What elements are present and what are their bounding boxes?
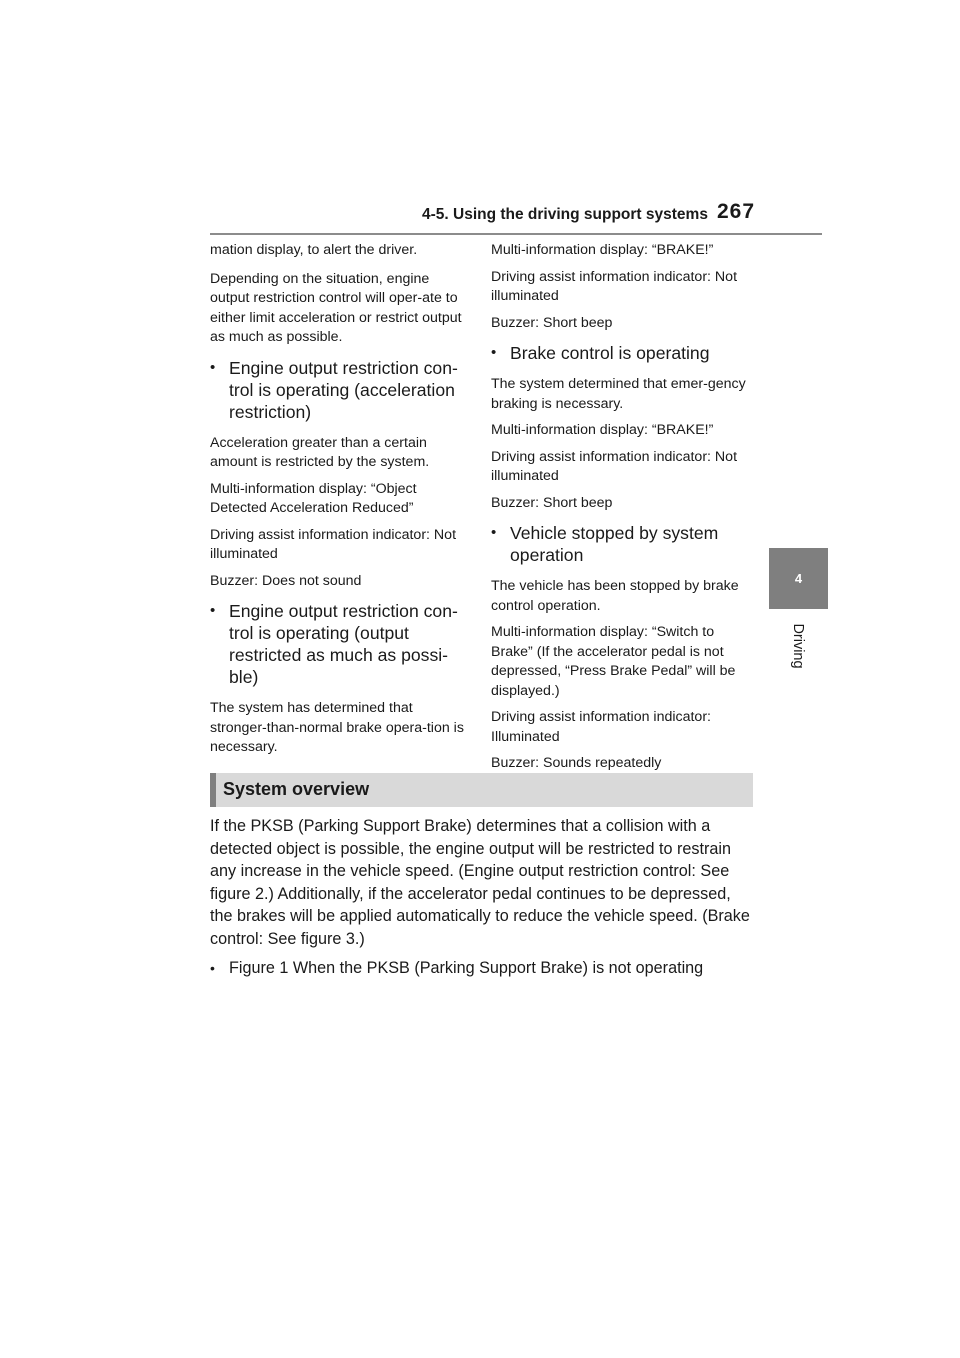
item-indicator-status: Driving assist information indicator: Not illuminated	[491, 448, 738, 484]
item-description: The vehicle has been stopped by brake control operation.	[491, 578, 739, 614]
figure-bullet	[210, 957, 755, 980]
section-heading-text: System overview	[223, 779, 370, 799]
bullet-icon: •	[491, 344, 497, 361]
item-buzzer-status: Buzzer: Short beep	[491, 314, 613, 331]
bullet-heading-text: Engine output restriction con-trol is operating (acceleration restriction)	[229, 357, 458, 422]
page-number: 267	[717, 200, 756, 223]
intro-paragraph: Depending on the situation, engine output restriction control will oper-ate to either limit acceleration or restrict output as much as possible.	[210, 270, 462, 345]
item-display-message: Multi-information display: “BRAKE!”	[491, 242, 714, 258]
bullet-heading-acceleration-restriction	[210, 357, 468, 423]
item-display-message: Multi-information display: “Object Detected Acceleration Reduced”	[210, 480, 417, 516]
item-buzzer-status: Buzzer: Does not sound	[210, 572, 362, 589]
chapter-tab[interactable]	[769, 548, 828, 609]
bullet-icon: •	[210, 960, 215, 976]
chapter-label: Driving	[790, 623, 806, 669]
item-buzzer-status: Buzzer: Sounds repeatedly	[491, 755, 662, 771]
bullet-heading-vehicle-stopped	[491, 522, 749, 566]
header-divider	[210, 233, 822, 235]
bullet-icon: •	[491, 524, 497, 541]
item-indicator-status: Driving assist information indicator: Not illuminated	[210, 526, 457, 562]
item-description: The system determined that emer-gency braking is necessary.	[491, 376, 746, 412]
figure-bullet-text: Figure 1 When the PKSB (Parking Support Brake) is not operating	[229, 959, 704, 977]
item-indicator-status: Driving assist information indicator: Not illuminated	[491, 268, 738, 304]
section-title: 4-5. Using the driving support systems	[422, 206, 708, 223]
bullet-heading-text: Engine output restriction con-trol is operating (output restricted as much as possi-ble)	[229, 601, 458, 687]
left-column	[210, 241, 468, 765]
bullet-heading-text: Vehicle stopped by system operation	[510, 523, 719, 565]
bullet-heading-text: Brake control is operating	[510, 343, 710, 363]
bullet-heading-brake-control	[491, 342, 749, 364]
bullet-icon: •	[210, 602, 216, 619]
right-column	[491, 241, 749, 781]
section-heading-system-overview	[210, 773, 753, 807]
item-indicator-status: Driving assist information indicator: Illuminated	[491, 709, 711, 745]
bullet-icon: •	[210, 358, 216, 376]
overview-paragraph: If the PKSB (Parking Support Brake) determines that a collision with a detected object is possible, the engine output will be restricted to restrain any increase in the vehicle speed. (Engine output restriction control: See figure 2.) Additionally, if the accelerator pedal continues to be depressed, the brakes will be applied automatically to reduce the vehicle speed. (Brake control: See figure 3.)	[210, 817, 750, 948]
item-description: The system has determined that stronger-than-normal brake opera-tion is necessary.	[210, 700, 464, 755]
item-buzzer-status: Buzzer: Short beep	[491, 494, 613, 511]
item-display-message: Multi-information display: “BRAKE!”	[491, 422, 714, 438]
system-overview-body	[210, 815, 755, 980]
item-description: Acceleration greater than a certain amount is restricted by the system.	[210, 434, 430, 470]
item-display-message: Multi-information display: “Switch to Brake” (If the accelerator pedal is not depressed, “Press Brake Pedal” will be displayed.)	[491, 624, 736, 699]
intro-continuation: mation display, to alert the driver.	[210, 242, 418, 258]
bullet-heading-output-restricted	[210, 600, 468, 688]
chapter-number: 4	[794, 571, 803, 586]
